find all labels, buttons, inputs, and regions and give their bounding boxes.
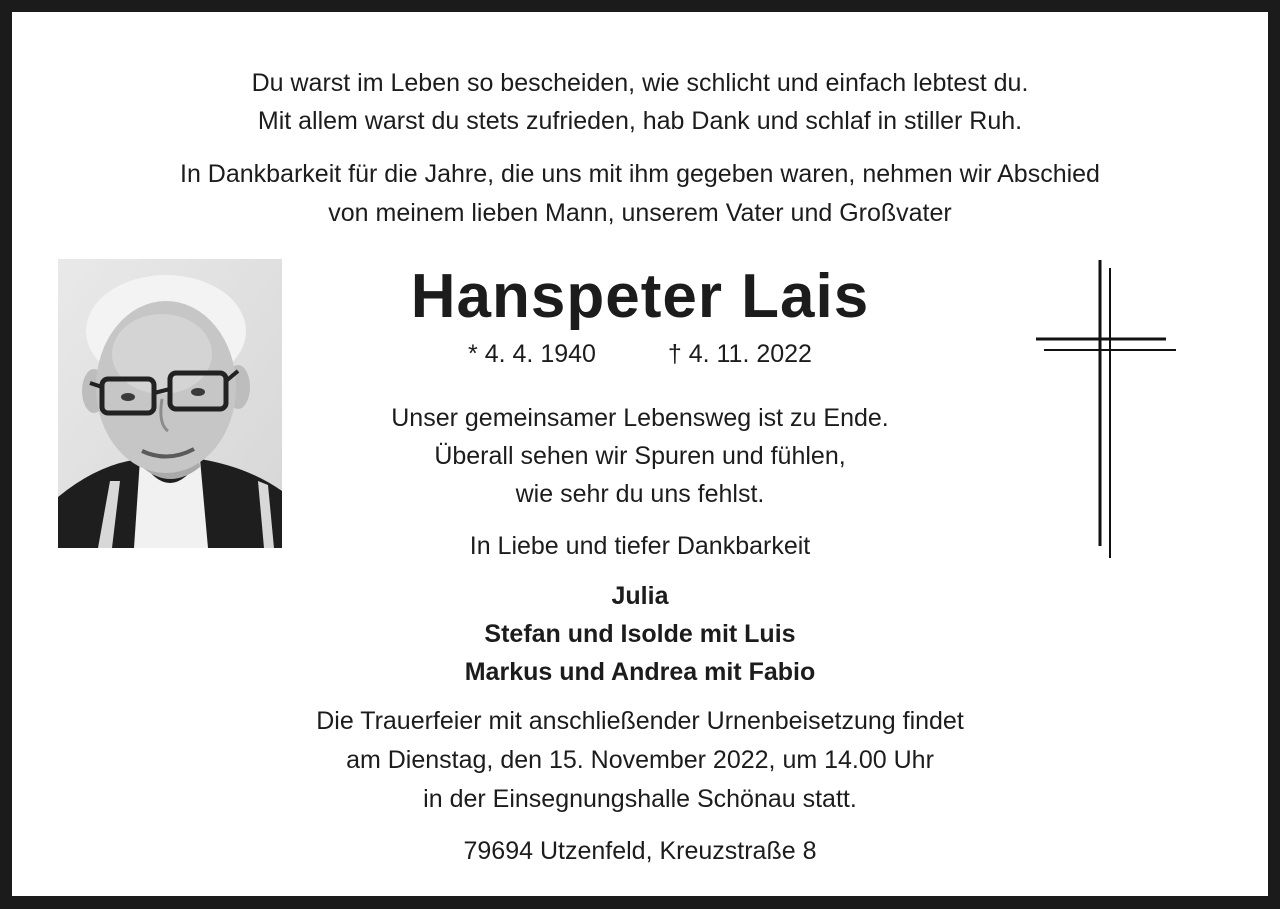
memorial-saying xyxy=(140,399,1140,513)
mourner-entry: Markus und Andrea mit Fabio xyxy=(464,658,816,686)
verse-line: Du warst im Leben so bescheiden, wie schlicht und einfach lebtest du. xyxy=(251,69,1029,97)
verse-line: Mit allem warst du stets zufrieden, hab Dank und schlaf in stiller Ruh. xyxy=(257,107,1023,135)
intro-text xyxy=(12,155,1268,233)
mourner-entry: Julia xyxy=(611,582,669,610)
birth-date: * 4. 4. 1940 xyxy=(468,340,596,368)
death-date: † 4. 11. 2022 xyxy=(667,340,812,368)
deceased-name: Hanspeter Lais xyxy=(410,262,870,331)
life-dates xyxy=(140,334,1140,374)
intro-line: In Dankbarkeit für die Jahre, die uns mit ihm gegeben waren, nehmen wir Abschied xyxy=(180,160,1100,188)
obituary-notice xyxy=(12,12,1268,896)
thanks-line: In Liebe und tiefer Dankbarkeit xyxy=(469,532,811,560)
intro-line: von meinem lieben Mann, unserem Vater und Großvater xyxy=(328,199,952,227)
saying-line: Überall sehen wir Spuren und fühlen, xyxy=(434,442,846,470)
ceremony-line: am Dienstag, den 15. November 2022, um 14.00 Uhr xyxy=(346,746,934,774)
mourner-entry: Stefan und Isolde mit Luis xyxy=(484,620,796,648)
saying-line: Unser gemeinsamer Lebensweg ist zu Ende. xyxy=(391,404,889,432)
ceremony-line: Die Trauerfeier mit anschließender Urnenbeisetzung findet xyxy=(316,707,964,735)
saying-line: wie sehr du uns fehlst. xyxy=(515,480,765,508)
family-address: 79694 Utzenfeld, Kreuzstraße 8 xyxy=(463,837,817,865)
mourners-list xyxy=(140,577,1140,691)
ceremony-info xyxy=(12,702,1268,819)
ceremony-line: in der Einsegnungshalle Schönau statt. xyxy=(423,785,857,813)
verse xyxy=(12,64,1268,140)
